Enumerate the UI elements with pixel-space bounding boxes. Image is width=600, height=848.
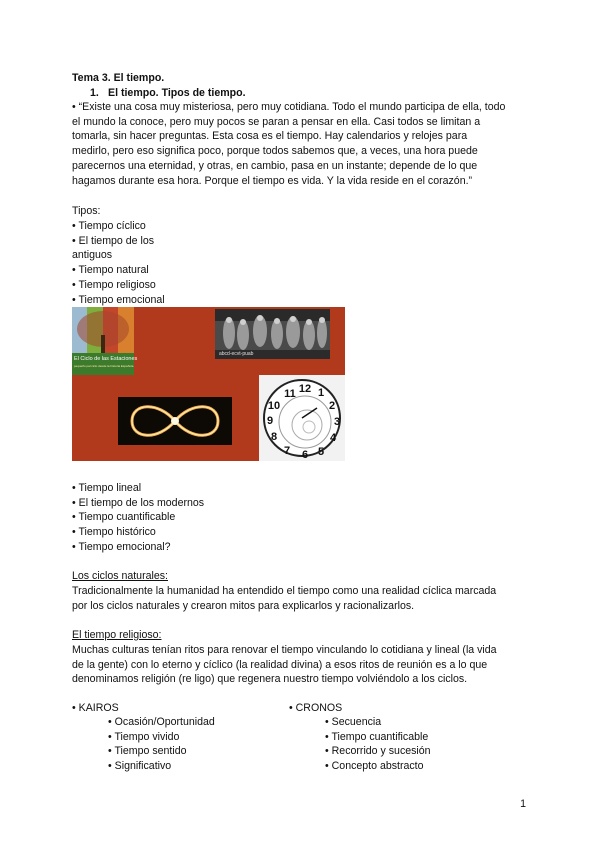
cronos-heading: • CRONOS [289,702,343,714]
infinity-image [118,397,232,445]
list-item: • El tiempo de los [72,234,155,247]
quote-line: • “Existe una cosa muy misteriosa, pero muy cotidiana. Todo el mundo participa de ella, todo [72,101,506,113]
religioso-paragraph [72,643,534,687]
list-item: • Tiempo cuantificable [325,730,429,743]
list-item: • Tiempo cíclico [72,220,146,232]
seasons-tree-image [72,307,138,375]
clock-number: 7 [283,445,291,457]
list-item: • Recorrido y sucesión [325,745,431,758]
fresco-image [215,309,330,359]
clock-number: 8 [270,431,278,443]
page-number: 1 [520,798,526,810]
list-item: • Tiempo vivido [108,730,180,743]
quote-line: medirlo, pero eso significa poco, porque todos sabemos que, a veces, una hora puede [72,145,478,158]
list-item: • Concepto abstracto [325,760,424,773]
list-item: • Tiempo sentido [108,745,187,758]
seasons-subcaption: pequeño pal ciclo desde la historia Española [74,364,134,368]
ciclos-paragraph [72,584,534,613]
clock-number: 3 [333,416,341,428]
paragraph-line: denominamos religión (re ligo) que regenera nuestro tiempo volviéndolo a los ciclos. [72,673,468,686]
section-title: El tiempo. Tipos de tiempo. [108,87,246,99]
clock-number: 12 [298,383,312,395]
list-item: • Tiempo histórico [72,526,156,539]
paragraph-line: de la gente) con lo eterno y cíclico (la realidad divina) a esos ritos de reunión es a lo que [72,658,488,671]
kairos-heading: • KAIROS [72,702,119,714]
clock-number: 11 [284,388,296,400]
list-item: • El tiempo de los modernos [72,496,205,509]
clock-number: 2 [328,400,336,412]
clock-number: 9 [266,415,274,427]
religioso-heading: El tiempo religioso: [72,629,162,641]
list-item: • Secuencia [325,716,382,728]
list-item: • Ocasión/Oportunidad [108,716,215,728]
list-item: antiguos [72,249,113,262]
ciclos-heading: Los ciclos naturales: [72,570,168,582]
clock-number: 4 [329,432,337,444]
quote-line: parecernos una eternidad, y otras, en cambio, pasa en un instante; depende de lo que [72,159,478,172]
quote-paragraph [72,100,534,188]
clock-number: 1 [317,387,325,399]
spiral-clock-image [259,375,345,461]
tipos-list-1 [72,219,165,307]
tipos-heading: Tipos: [72,205,101,217]
list-item: • Tiempo natural [72,264,149,277]
quote-line: el mundo la conoce, pero muy pocos se paran a pensar en ella. Casi todos se limitan a [72,115,481,128]
clock-number: 10 [267,400,281,412]
tipos-list-2 [72,481,204,555]
fresco-caption: abcd-ecvt-puab [219,351,254,357]
quote-line: hagamos durante esa hora. Porque el tiempo es vida. Y la vida reside en el corazón.” [72,174,473,187]
list-item: • Tiempo lineal [72,482,142,494]
paragraph-line: Tradicionalmente la humanidad ha entendido el tiempo como una realidad cíclica marcada [72,585,497,597]
kairos-list [108,715,215,774]
list-item: • Tiempo religioso [72,278,156,291]
clock-number: 6 [301,449,309,461]
time-collage-image [72,307,345,461]
clock-number: 5 [317,446,325,458]
list-item: • Tiempo emocional? [72,540,171,553]
paragraph-line: por los ciclos naturales y crearon mitos para explicarlos y racionalizarlos. [72,599,415,612]
section-number: 1. [90,87,99,99]
paragraph-line: Muchas culturas tenían ritos para renovar el tiempo vinculando lo cotidiana y lineal (la vida [72,644,497,656]
list-item: • Tiempo emocional [72,293,165,306]
quote-line: tomarla, sin hacer preguntas. Esta cosa es el tiempo. Hay calendarios y relojes para [72,130,468,143]
page-title: Tema 3. El tiempo. [72,72,165,84]
list-item: • Tiempo cuantificable [72,511,176,524]
cronos-list [325,715,431,774]
list-item: • Significativo [108,760,172,773]
seasons-caption: El Ciclo de las Estaciones [74,356,138,362]
